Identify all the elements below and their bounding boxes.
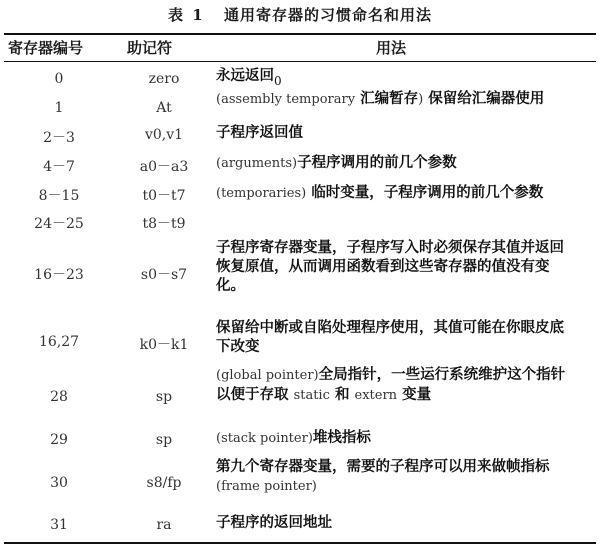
- caption-label: 表: [168, 6, 185, 24]
- mnemonic: k0－k1: [139, 337, 189, 353]
- reg-number: 31: [50, 517, 68, 533]
- reg-number: 4－7: [43, 159, 75, 175]
- header-usage: 用法: [376, 39, 407, 57]
- mnemonic: s0－s7: [140, 267, 188, 283]
- usage-text: 保留给中断或自陷处理程序使用，其值可能在你眼皮底下改变: [216, 319, 564, 355]
- usage-text: (global pointer)全局指针，一些运行系统维护这个指针以便于存取 static 和 extern 变量: [216, 366, 566, 403]
- reg-number: 8－15: [38, 188, 80, 204]
- caption-title: 通用寄存器的习惯命名和用法: [223, 6, 432, 24]
- mnemonic: sp: [155, 389, 173, 405]
- caption-number: 1: [192, 6, 204, 24]
- usage-text: (assembly temporary 汇编暂存) 保留给汇编器使用: [216, 90, 545, 107]
- mnemonic: ra: [156, 517, 172, 533]
- top-rule: [4, 33, 596, 35]
- usage-text: 永远返回$_0$: [216, 67, 282, 88]
- header-rule: [4, 61, 596, 62]
- mnemonic: At: [156, 100, 172, 116]
- reg-number: 30: [50, 475, 68, 491]
- mnemonic: zero: [148, 71, 180, 87]
- reg-number: 24－25: [34, 216, 84, 232]
- header-reg-no: 寄存器编号: [8, 39, 84, 57]
- reg-number: 29: [50, 432, 68, 448]
- mnemonic: a0－a3: [139, 159, 189, 175]
- reg-number: 16－23: [34, 267, 84, 283]
- reg-number: 2－3: [43, 130, 75, 146]
- reg-number: 16,27: [38, 334, 80, 350]
- mnemonic: sp: [155, 432, 173, 448]
- usage-text: 子程序返回值: [216, 124, 303, 141]
- bottom-rule: [4, 542, 596, 544]
- mnemonic: v0,v1: [144, 127, 184, 143]
- usage-text: 第九个寄存器变量，需要的子程序可以用来做帧指标(frame pointer): [216, 458, 550, 494]
- mnemonic: t8－t9: [142, 216, 186, 232]
- header-mnemonic: 助记符: [127, 39, 173, 57]
- reg-number: 1: [54, 100, 64, 116]
- usage-text: (temporaries) 临时变量，子程序调用的前几个参数: [216, 184, 544, 201]
- mnemonic: s8/fp: [146, 475, 182, 491]
- usage-text: 子程序的返回地址: [216, 514, 332, 531]
- reg-number: 0: [54, 71, 64, 87]
- reg-number: 28: [50, 389, 68, 405]
- table-caption: [0, 4, 600, 25]
- usage-text: (stack pointer)堆栈指标: [216, 429, 371, 446]
- usage-text: (arguments)子程序调用的前几个参数: [216, 154, 457, 171]
- mnemonic: t0－t7: [142, 188, 186, 204]
- usage-text: 子程序寄存器变量，子程序写入时必须保存其值并返回恢复原值，从而调用函数看到这些寄存器的值没有变化。: [216, 239, 564, 294]
